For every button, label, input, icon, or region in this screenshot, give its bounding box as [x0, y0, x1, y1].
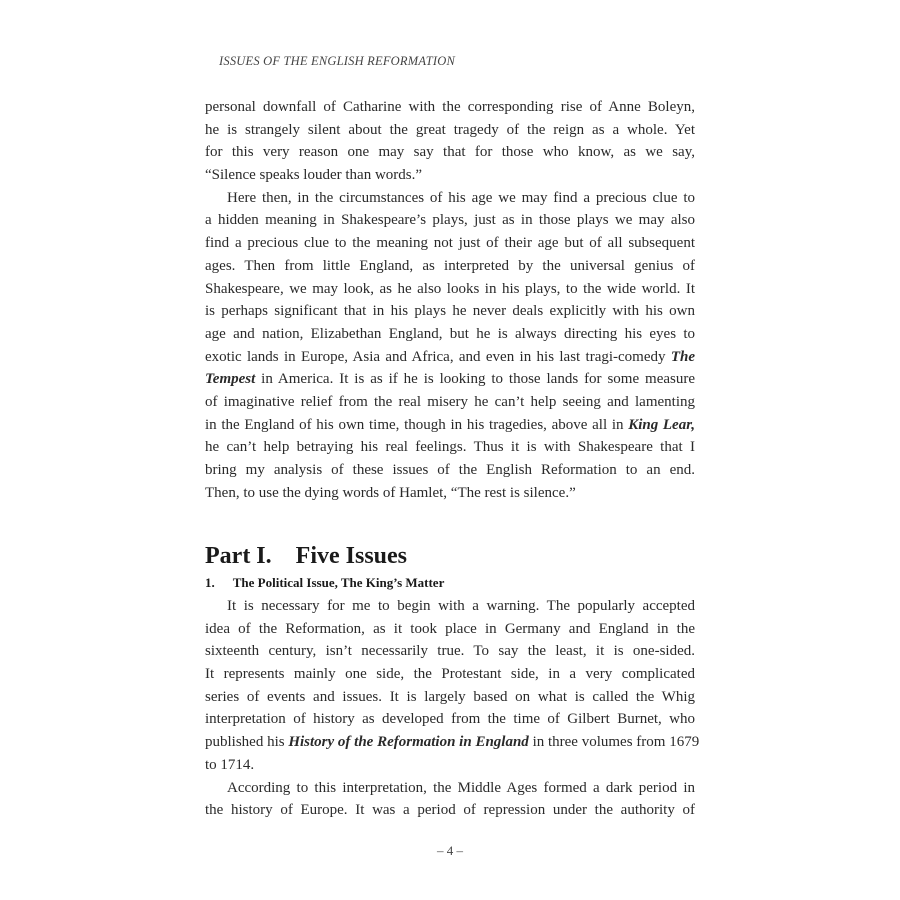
text-line: [205, 187, 695, 210]
paragraph: [205, 96, 695, 187]
text-run: is perhaps significant that in his plays he never deals explicitly with his own: [205, 303, 695, 320]
text-run: sixteenth century, isn’t necessarily true. To say the least, it is one-sided.: [205, 643, 695, 660]
text-line: [205, 391, 695, 414]
text-line: [205, 414, 695, 437]
italic-title: History of the Reformation in England: [288, 734, 529, 751]
text-line: [205, 346, 695, 369]
text-line: [205, 300, 695, 323]
paragraph: [205, 595, 700, 777]
part-heading: [205, 543, 407, 570]
text-run: of imaginative relief from the real misery he can’t help seeing and lamenting: [205, 393, 695, 410]
paragraph: [205, 187, 695, 505]
text-line: [205, 209, 695, 232]
text-run: exotic lands in Europe, Asia and Africa, and even in his last tragi-comedy: [205, 348, 671, 365]
text-line: [205, 255, 695, 278]
text-run: find a precious clue to the meaning not just of their age but of all subsequent: [205, 235, 695, 252]
text-line: [205, 777, 695, 800]
text-run: for this very reason one may say that for those who know, as we say,: [205, 144, 695, 161]
text-run: According to this interpretation, the Middle Ages formed a dark period in: [227, 779, 695, 796]
text-run: bring my analysis of these issues of the English Reformation to an end.: [205, 462, 695, 478]
page-number: – 4 –: [437, 843, 463, 858]
text-line: [205, 164, 695, 187]
text-run: published his: [205, 734, 289, 751]
text-line: [205, 141, 695, 164]
text-run: ages. Then from little England, as interpreted by the universal genius of: [205, 257, 695, 274]
chapter-heading: [205, 575, 444, 591]
text-line: [205, 459, 695, 482]
text-run: in America. It is as if he is looking to those lands for some measure: [255, 371, 695, 388]
text-line: [205, 640, 695, 663]
text-line: [205, 436, 695, 459]
text-run: It is necessary for me to begin with a warning. The popularly accepted: [227, 598, 695, 614]
text-run: Here then, in the circumstances of his age we may find a precious clue to: [227, 189, 695, 206]
text-run: the history of Europe. It was a period of repression under the authority of: [205, 802, 695, 819]
text-line: [205, 618, 695, 641]
body-text-bottom: [205, 595, 700, 822]
text-line: [205, 482, 695, 505]
body-text-top: [205, 96, 695, 504]
text-line: [205, 754, 695, 777]
italic-title: Tempest: [205, 371, 256, 388]
text-line: [205, 595, 695, 618]
text-run: It represents mainly one side, the Protestant side, in a very complicated: [205, 666, 695, 683]
text-run: he can’t help betraying his real feelings. Thus it is with Shakespeare that I: [205, 439, 695, 456]
text-run: series of events and issues. It is largely based on what is called the Whig: [205, 688, 695, 705]
text-line: [205, 731, 700, 754]
text-run: in three volumes from 1679: [528, 734, 700, 751]
text-run: interpretation of history as developed from the time of Gilbert Burnet, who: [205, 711, 695, 728]
part-number: Part I.: [205, 543, 272, 569]
text-line: [205, 799, 695, 822]
paragraph: [205, 777, 695, 822]
text-line: [205, 278, 695, 301]
text-run: personal downfall of Catharine with the corresponding rise of Anne Boleyn,: [205, 99, 695, 115]
italic-title: King Lear,: [628, 416, 695, 433]
italic-title: The: [670, 348, 695, 365]
text-line: [205, 323, 695, 346]
chapter-title: The Political Issue, The King’s Matter: [232, 575, 445, 590]
text-line: [205, 232, 695, 255]
text-line: [205, 368, 695, 391]
text-line: [205, 708, 695, 731]
part-title: Five Issues: [295, 543, 407, 569]
text-line: [205, 686, 695, 709]
chapter-number: 1.: [205, 575, 215, 590]
text-run: “Silence speaks louder than words.”: [205, 167, 423, 184]
text-run: Shakespeare, we may look, as he also looks in his plays, to the wide world. It: [205, 280, 695, 297]
text-run: in the England of his own time, though in his tragedies, above all in: [205, 416, 629, 433]
running-head: ISSUES OF THE ENGLISH REFORMATION: [219, 54, 455, 68]
text-run: to 1714.: [205, 756, 255, 773]
text-line: [205, 96, 695, 119]
text-run: age and nation, Elizabethan England, but he is always directing his eyes to: [205, 325, 695, 342]
text-run: a hidden meaning in Shakespeare’s plays, just as in those plays we may also: [205, 212, 695, 229]
text-run: he is strangely silent about the great tragedy of the reign as a whole. Yet: [205, 121, 695, 138]
text-line: [205, 663, 695, 686]
text-run: idea of the Reformation, as it took place in Germany and England in the: [205, 620, 695, 637]
text-run: Then, to use the dying words of Hamlet, “The rest is silence.”: [205, 484, 576, 501]
text-line: [205, 119, 695, 142]
